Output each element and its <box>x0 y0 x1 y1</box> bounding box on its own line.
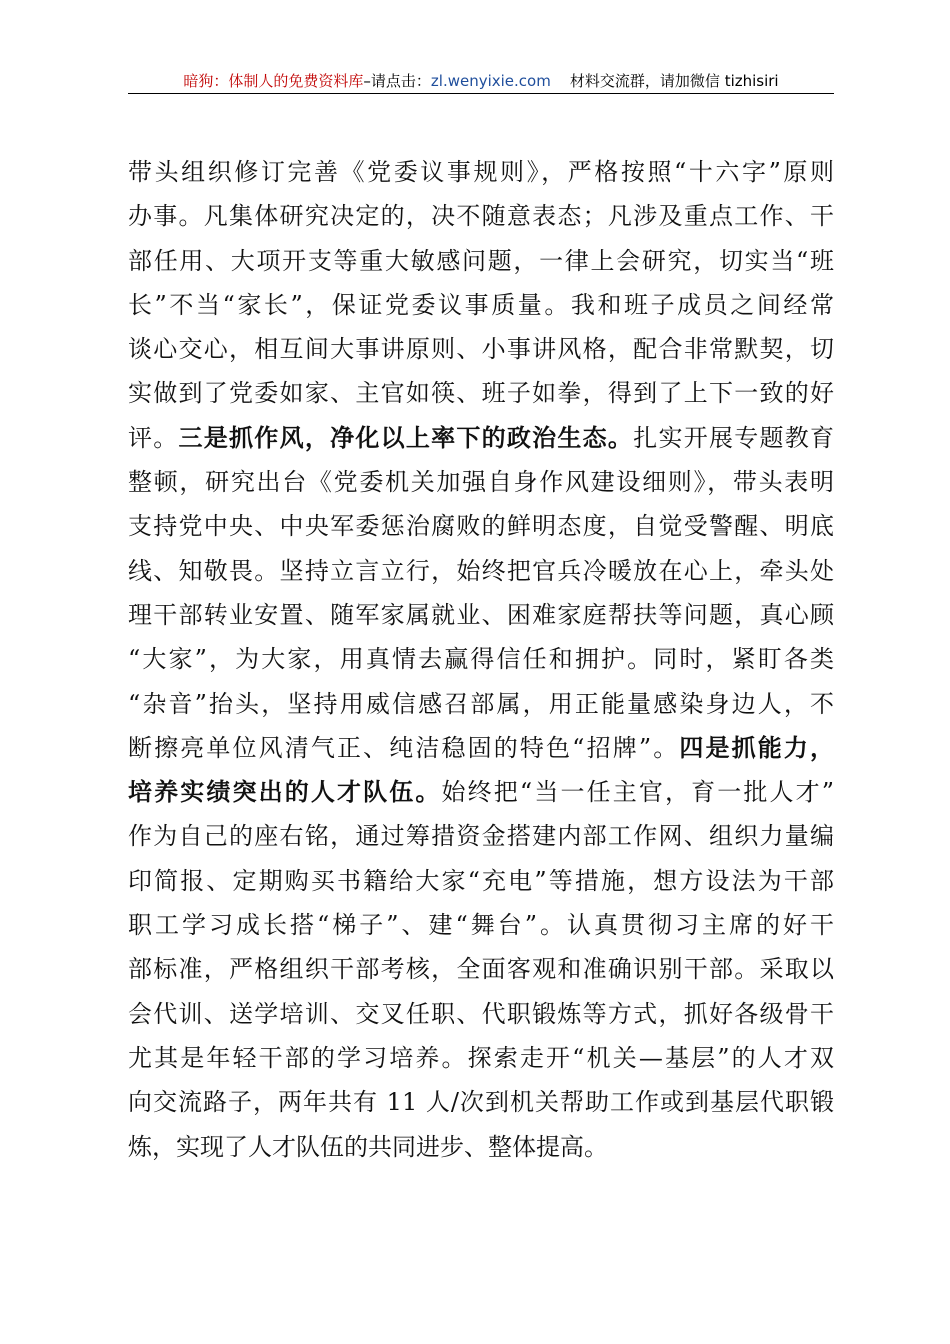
text-line <box>128 1036 834 1080</box>
text-line <box>128 992 834 1036</box>
text-line <box>128 947 834 991</box>
site-url-link[interactable]: zl.wenyixie.com <box>430 72 551 90</box>
group-note: 材料交流群，请加微信 tizhisiri <box>569 72 779 90</box>
body-text-segment: 办事。凡集体研究决定的，决不随意表态；凡涉及重点工作、干 <box>128 202 834 231</box>
text-line <box>128 239 834 283</box>
body-text-segment: 部任用、大项开支等重大敏感问题，一律上会研究，切实当“班 <box>128 246 834 275</box>
text-line <box>128 460 834 504</box>
text-line <box>128 194 834 238</box>
body-text-segment: 炼，实现了人才队伍的共同进步、整体提高。 <box>128 1132 608 1161</box>
document-body <box>128 150 834 1169</box>
text-line <box>128 416 834 460</box>
bold-heading-text: 三是抓作风，净化以上率下的政治生态。 <box>178 423 634 452</box>
body-text-segment: 作为自己的座右铭，通过筹措资金搭建内部工作网、组织力量编 <box>128 822 834 851</box>
body-text-segment: 支持党中央、中央军委惩治腐败的鲜明态度，自觉受警醒、明底 <box>128 512 834 541</box>
body-text-segment: 断擦亮单位风清气正、纯洁稳固的特色“招牌”。 <box>128 733 680 762</box>
text-line <box>128 549 834 593</box>
body-text-segment: 带头组织修订完善《党委议事规则》，严格按照“十六字”原则 <box>128 158 834 186</box>
body-text-segment: 职工学习成长搭“梯子”、建“舞台”。认真贯彻习主席的好干 <box>128 911 834 940</box>
body-text-segment: 部标准，严格组织干部考核，全面客观和准确识别干部。采取以 <box>128 955 834 984</box>
body-text-segment: 实做到了党委如家、主官如筷、班子如拳，得到了上下一致的好 <box>128 379 834 408</box>
body-text-segment: 线、知敬畏。坚持立言立行，始终把官兵冷暖放在心上，牵头处 <box>128 556 834 585</box>
body-text-segment: 向交流路子，两年共有 11 人/次到机关帮助工作或到基层代职锻 <box>128 1088 834 1117</box>
text-line <box>128 859 834 903</box>
bold-heading-text: 四是抓能力， <box>679 733 834 762</box>
body-text-segment: 会代训、送学培训、交叉任职、代职锻炼等方式，抓好各级骨干 <box>128 999 834 1028</box>
body-text-segment: 尤其是年轻干部的学习培养。探索走开“机关—基层”的人才双 <box>128 1043 834 1072</box>
body-text-segment: 整顿，研究出台《党委机关加强自身作风建设细则》，带头表明 <box>128 468 834 497</box>
text-line <box>128 1125 834 1169</box>
text-line <box>128 903 834 947</box>
text-line <box>128 726 834 770</box>
text-line <box>128 283 834 327</box>
body-text-segment: 评。 <box>128 423 179 452</box>
body-text-segment: 印简报、定期购买书籍给大家“充电”等措施，想方设法为干部 <box>128 866 834 895</box>
text-line <box>128 770 834 814</box>
text-line <box>128 593 834 637</box>
text-line <box>128 1080 834 1124</box>
text-line <box>128 150 834 194</box>
watermark-header <box>128 70 834 92</box>
body-text-segment: 长”不当“家长”，保证党委议事质量。我和班子成员之间经常 <box>128 290 834 319</box>
text-line <box>128 814 834 858</box>
body-text-segment: 始终把“当一任主官，育一批人才” <box>441 778 834 807</box>
site-label: 暗狗：体制人的免费资料库 <box>183 72 364 90</box>
text-line <box>128 504 834 548</box>
body-text-segment: 扎实开展专题教育 <box>633 423 834 452</box>
body-text-segment: 理干部转业安置、随军家属就业、困难家庭帮扶等问题，真心顾 <box>128 600 834 629</box>
text-line <box>128 637 834 681</box>
header-divider <box>128 93 834 94</box>
body-text-segment: 谈心交心，相互间大事讲原则、小事讲风格，配合非常默契，切 <box>128 335 834 364</box>
text-line <box>128 682 834 726</box>
click-prompt: –请点击： <box>363 72 431 90</box>
text-line <box>128 371 834 415</box>
body-text-segment: “杂音”抬头，坚持用威信感召部属，用正能量感染身边人，不 <box>128 689 834 718</box>
body-text-segment: “大家”，为大家，用真情去赢得信任和拥护。同时，紧盯各类 <box>128 645 834 674</box>
text-line <box>128 327 834 371</box>
bold-heading-text: 培养实绩突出的人才队伍。 <box>128 778 442 807</box>
